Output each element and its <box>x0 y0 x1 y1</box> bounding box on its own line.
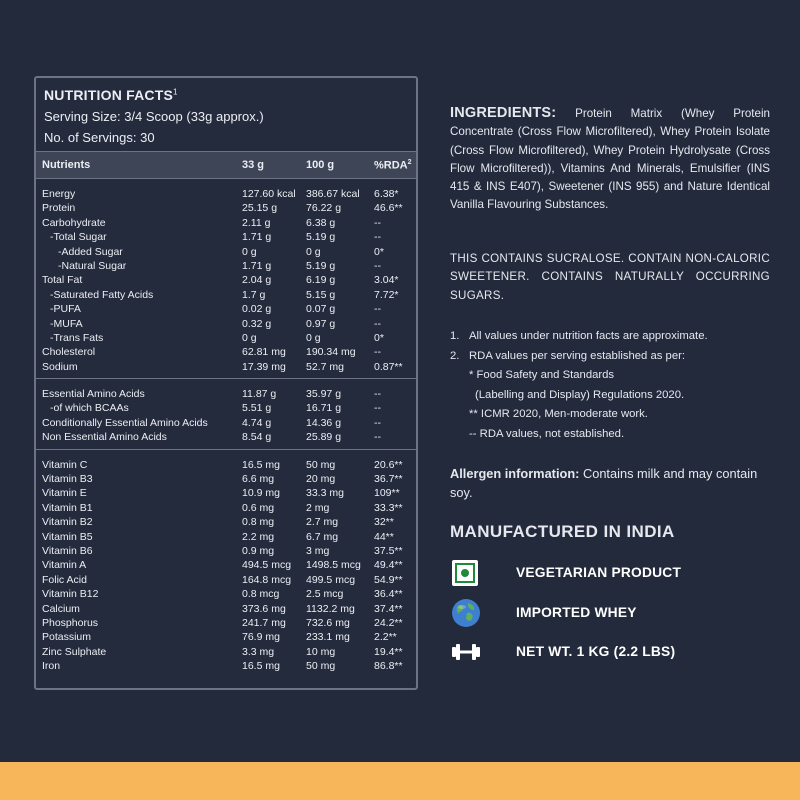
nutrition-title: NUTRITION FACTS$^1$ <box>44 87 178 103</box>
nutrient-per-serving: 494.5 mcg <box>242 559 292 572</box>
nutrient-per-serving: 373.6 mg <box>242 602 286 615</box>
nutrient-name: -Saturated Fatty Acids <box>50 288 154 301</box>
nutrient-rda: 37.4** <box>374 602 403 615</box>
nutrient-name: Vitamin A <box>42 559 87 572</box>
nutrient-rda: 37.5** <box>374 544 403 557</box>
nutrient-per-serving: 17.39 mg <box>242 360 286 373</box>
nutrient-per-100g: 0 g <box>306 245 321 258</box>
nutrient-per-serving: 0.02 g <box>242 303 272 316</box>
col-rda: %RDA$^2$ <box>374 159 412 172</box>
nutrient-row <box>36 288 416 302</box>
nutrient-name: Vitamin B5 <box>42 530 93 543</box>
nutrient-row <box>36 544 416 558</box>
nutrient-rda: 86.8** <box>374 660 403 673</box>
nutrient-row <box>36 616 416 630</box>
nutrient-name: Phosphorus <box>42 616 99 629</box>
footnote-1: 1. All values under nutrition facts are approximate. <box>450 330 708 342</box>
nutrient-name: Vitamin E <box>42 487 87 500</box>
nutrient-row <box>36 331 416 345</box>
nutrient-per-serving: 1.71 g <box>242 259 272 272</box>
nutrient-name: -PUFA <box>50 303 81 316</box>
nutrient-per-100g: 50 mg <box>306 660 336 673</box>
globe-icon <box>450 597 482 629</box>
nutrient-name: Protein <box>42 202 76 215</box>
nutrient-per-serving: 0.9 mg <box>242 544 275 557</box>
nutrient-name: Vitamin B1 <box>42 501 93 514</box>
nutrition-section <box>36 449 416 678</box>
nutrient-row <box>36 187 416 201</box>
nutrition-section <box>36 378 416 449</box>
nutrient-row <box>36 401 416 415</box>
allergen-label: Allergen information: <box>450 466 580 481</box>
nutrient-row <box>36 245 416 259</box>
nutrient-row <box>36 587 416 601</box>
footnote-2c: ** ICMR 2020, Men-moderate work. <box>469 408 648 420</box>
nutrient-rda: 3.04* <box>374 274 399 287</box>
nutrient-row <box>36 345 416 359</box>
nutrient-name: -Added Sugar <box>58 245 123 258</box>
nutrient-rda: 49.4** <box>374 559 403 572</box>
ingredients-text: Protein Matrix (Whey Protein Concentrate (Cross Flow Microfiltered), Whey Protein Isolate (Cross Flow Microfiltered), Whey Protein Hydrolysate (Cross Flow Microfiltered)), Vitamins And Minerals, Emulsifier (INS 415 & INS E407), Sweetener (INS 955) and Nature Identical Vanilla Flavouring Substances. <box>450 107 770 212</box>
nutrient-per-serving: 0.8 mg <box>242 516 275 529</box>
nutrient-name: Non Essential Amino Acids <box>42 431 167 444</box>
dumbbell-icon <box>450 636 482 668</box>
nutrient-per-serving: 2.2 mg <box>242 530 275 543</box>
nutrient-rda: 6.38* <box>374 188 399 200</box>
nutrient-per-100g: 0.07 g <box>306 303 336 316</box>
nutrient-per-serving: 6.6 mg <box>242 473 275 486</box>
nutrient-per-serving: 2.11 g <box>242 216 271 229</box>
nutrient-name: -Total Sugar <box>50 231 107 244</box>
footnote-2a: * Food Safety and Standards <box>469 369 615 381</box>
nutrient-name: Vitamin C <box>42 458 88 471</box>
nutrient-per-100g: 233.1 mg <box>306 631 350 644</box>
nutrient-name: Carbohydrate <box>42 216 106 229</box>
nutrient-per-100g: 2 mg <box>306 501 330 514</box>
nutrient-name: -MUFA <box>50 317 83 330</box>
nutrient-row <box>36 216 416 230</box>
nutrient-row <box>36 645 416 659</box>
col-per-serving: 33 g <box>242 159 265 171</box>
nutrient-per-serving: 8.54 g <box>242 431 272 444</box>
nutrient-row <box>36 573 416 587</box>
nutrient-name: Energy <box>42 188 76 200</box>
nutrient-per-serving: 0.32 g <box>242 317 272 330</box>
nutrient-rda: 109** <box>374 487 400 500</box>
nutrient-rda: -- <box>374 416 381 429</box>
nutrient-rda: -- <box>374 346 381 359</box>
nutrient-row <box>36 458 416 472</box>
col-nutrients: Nutrients <box>42 159 91 171</box>
nutrient-per-serving: 4.74 g <box>242 416 272 429</box>
nutrient-name: Vitamin B6 <box>42 544 93 557</box>
nutrient-name: Cholesterol <box>42 346 96 359</box>
nutrient-rda: 24.2** <box>374 616 403 629</box>
nutrient-per-100g: 14.36 g <box>306 416 342 429</box>
nutrient-rda: -- <box>374 431 381 444</box>
badge-imported-text: IMPORTED WHEY <box>516 605 637 620</box>
nutrient-rda: -- <box>374 216 381 229</box>
nutrient-per-100g: 52.7 mg <box>306 360 344 373</box>
nutrient-rda: 33.3** <box>374 501 403 514</box>
nutrient-per-100g: 3 mg <box>306 544 330 557</box>
nutrient-row <box>36 602 416 616</box>
nutrient-rda: 54.9** <box>374 573 403 586</box>
nutrient-name: Calcium <box>42 602 80 615</box>
nutrient-per-100g: 5.15 g <box>306 288 336 301</box>
nutrition-column-header <box>36 151 416 179</box>
serving-size: Serving Size: 3/4 Scoop (33g approx.) <box>44 109 264 124</box>
badge-imported <box>450 597 770 631</box>
nutrient-rda: -- <box>374 388 381 401</box>
nutrient-row <box>36 501 416 515</box>
nutrient-rda: -- <box>374 402 381 415</box>
nutrition-header <box>36 78 416 151</box>
nutrient-per-serving: 1.71 g <box>242 231 272 244</box>
nutrient-row <box>36 387 416 401</box>
footnote-2d: -- RDA values, not established. <box>469 427 625 440</box>
nutrient-row <box>36 659 416 673</box>
manufactured-in-india: MANUFACTURED IN INDIA <box>450 522 675 541</box>
nutrient-per-serving: 10.9 mg <box>242 487 280 500</box>
footnotes <box>450 327 770 444</box>
nutrient-row <box>36 360 416 374</box>
nutrient-rda: 0.87** <box>374 360 403 373</box>
nutrient-row <box>36 558 416 572</box>
veg-mark-icon <box>450 557 482 589</box>
footnote-2b: (Labelling and Display) Regulations 2020. <box>475 388 685 401</box>
nutrient-per-serving: 16.5 mg <box>242 660 280 673</box>
badge-vegetarian-text: VEGETARIAN PRODUCT <box>516 565 682 580</box>
nutrient-per-100g: 35.97 g <box>306 388 342 401</box>
nutrient-per-100g: 6.19 g <box>306 274 336 287</box>
badge-net-weight-text: NET WT. 1 KG (2.2 LBS) <box>516 644 676 659</box>
nutrient-per-100g: 0.97 g <box>306 317 336 330</box>
nutrient-name: -of which BCAAs <box>50 402 129 415</box>
nutrient-per-100g: 5.19 g <box>306 259 336 272</box>
nutrient-per-serving: 1.7 g <box>242 288 266 301</box>
nutrient-rda: 2.2** <box>374 631 397 644</box>
nutrient-row <box>36 430 416 444</box>
nutrient-name: -Natural Sugar <box>58 259 127 272</box>
nutrient-rda: 46.6** <box>374 202 403 215</box>
nutrient-per-100g: 33.3 mg <box>306 487 344 500</box>
nutrient-per-100g: 16.71 g <box>306 402 342 415</box>
nutrient-rda: -- <box>374 317 381 330</box>
nutrient-name: -Trans Fats <box>50 331 104 344</box>
nutrient-per-serving: 16.5 mg <box>242 458 280 471</box>
col-per-100g: 100 g <box>306 159 335 171</box>
nutrient-per-100g: 732.6 mg <box>306 616 350 629</box>
nutrient-rda: 36.4** <box>374 588 403 601</box>
nutrient-row <box>36 230 416 244</box>
nutrient-name: Zinc Sulphate <box>42 645 107 658</box>
nutrient-per-100g: 499.5 mcg <box>306 573 356 586</box>
nutrient-row <box>36 302 416 316</box>
nutrient-name: Folic Acid <box>42 573 87 586</box>
nutrient-per-serving: 0 g <box>242 331 257 344</box>
nutrient-rda: 0* <box>374 245 384 258</box>
nutrient-rda: 19.4** <box>374 645 403 658</box>
nutrient-name: Conditionally Essential Amino Acids <box>42 416 208 429</box>
nutrient-rda: -- <box>374 259 381 272</box>
nutrient-per-100g: 386.67 kcal <box>306 188 360 200</box>
nutrient-rda: 0* <box>374 331 384 344</box>
nutrient-per-100g: 50 mg <box>306 458 336 471</box>
nutrient-per-serving: 5.51 g <box>242 402 272 415</box>
nutrient-per-100g: 190.34 mg <box>306 346 356 359</box>
nutrient-name: Vitamin B12 <box>42 588 99 601</box>
nutrition-table-body <box>36 179 416 678</box>
nutrient-row <box>36 201 416 215</box>
nutrient-per-serving: 0 g <box>242 245 257 258</box>
badge-vegetarian <box>450 557 770 591</box>
nutrient-per-100g: 76.22 g <box>306 202 342 215</box>
nutrient-per-100g: 2.7 mg <box>306 516 339 529</box>
nutrient-per-serving: 241.7 mg <box>242 616 286 629</box>
servings-count: No. of Servings: 30 <box>44 130 155 145</box>
nutrient-per-100g: 1132.2 mg <box>306 602 355 615</box>
nutrient-row <box>36 416 416 430</box>
nutrient-row <box>36 259 416 273</box>
nutrient-per-100g: 6.7 mg <box>306 530 339 543</box>
nutrient-rda: -- <box>374 231 381 244</box>
nutrient-per-serving: 76.9 mg <box>242 631 280 644</box>
nutrient-row <box>36 273 416 287</box>
nutrient-name: Sodium <box>42 360 78 373</box>
nutrient-per-100g: 10 mg <box>306 645 336 658</box>
nutrient-per-serving: 2.04 g <box>242 274 272 287</box>
nutrient-per-100g: 25.89 g <box>306 431 342 444</box>
nutrient-row <box>36 630 416 644</box>
nutrient-per-serving: 25.15 g <box>242 202 278 215</box>
footnote-2: 2. RDA values per serving established as per: <box>450 349 686 362</box>
nutrient-name: Total Fat <box>42 274 83 287</box>
nutrient-per-serving: 11.87 g <box>242 388 277 401</box>
nutrient-name: Potassium <box>42 631 92 644</box>
ingredients-label: INGREDIENTS: <box>450 105 557 121</box>
nutrient-per-100g: 6.38 g <box>306 216 336 229</box>
nutrition-facts-panel <box>34 76 418 690</box>
nutrient-per-100g: 2.5 mcg <box>306 588 344 601</box>
nutrient-per-serving: 3.3 mg <box>242 645 275 658</box>
nutrient-per-serving: 127.60 kcal <box>242 188 296 200</box>
nutrient-rda: -- <box>374 303 381 316</box>
nutrient-rda: 44** <box>374 530 394 543</box>
nutrient-rda: 36.7** <box>374 473 403 486</box>
nutrient-row <box>36 486 416 500</box>
nutrient-per-serving: 164.8 mcg <box>242 573 292 586</box>
nutrient-rda: 20.6** <box>374 458 403 471</box>
ingredients-block <box>450 104 770 215</box>
nutrient-name: Iron <box>42 660 61 673</box>
nutrient-per-100g: 1498.5 mcg <box>306 559 361 572</box>
nutrient-per-serving: 62.81 mg <box>242 346 286 359</box>
nutrient-name: Essential Amino Acids <box>42 388 145 401</box>
nutrient-row <box>36 317 416 331</box>
nutrient-row <box>36 530 416 544</box>
nutrient-per-100g: 5.19 g <box>306 231 336 244</box>
nutrient-name: Vitamin B3 <box>42 473 93 486</box>
nutrient-per-serving: 0.8 mcg <box>242 588 280 601</box>
nutrient-name: Vitamin B2 <box>42 516 93 529</box>
nutrient-per-100g: 0 g <box>306 331 321 344</box>
bottom-accent-band <box>0 762 800 800</box>
allergen-info <box>450 465 770 502</box>
nutrient-rda: 32** <box>374 516 394 529</box>
nutrition-section <box>36 179 416 378</box>
nutrient-row <box>36 472 416 486</box>
sucralose-warning: THIS CONTAINS SUCRALOSE. CONTAIN NON-CALORIC SWEETENER. CONTAINS NATURALLY OCCURRING SUGARS. <box>450 252 770 302</box>
allergen-text: Contains milk and may contain soy. <box>450 466 758 500</box>
nutrient-per-100g: 20 mg <box>306 473 336 486</box>
nutrient-per-serving: 0.6 mg <box>242 501 275 514</box>
nutrient-row <box>36 515 416 529</box>
nutrient-rda: 7.72* <box>374 288 399 301</box>
badge-net-weight <box>450 636 770 670</box>
